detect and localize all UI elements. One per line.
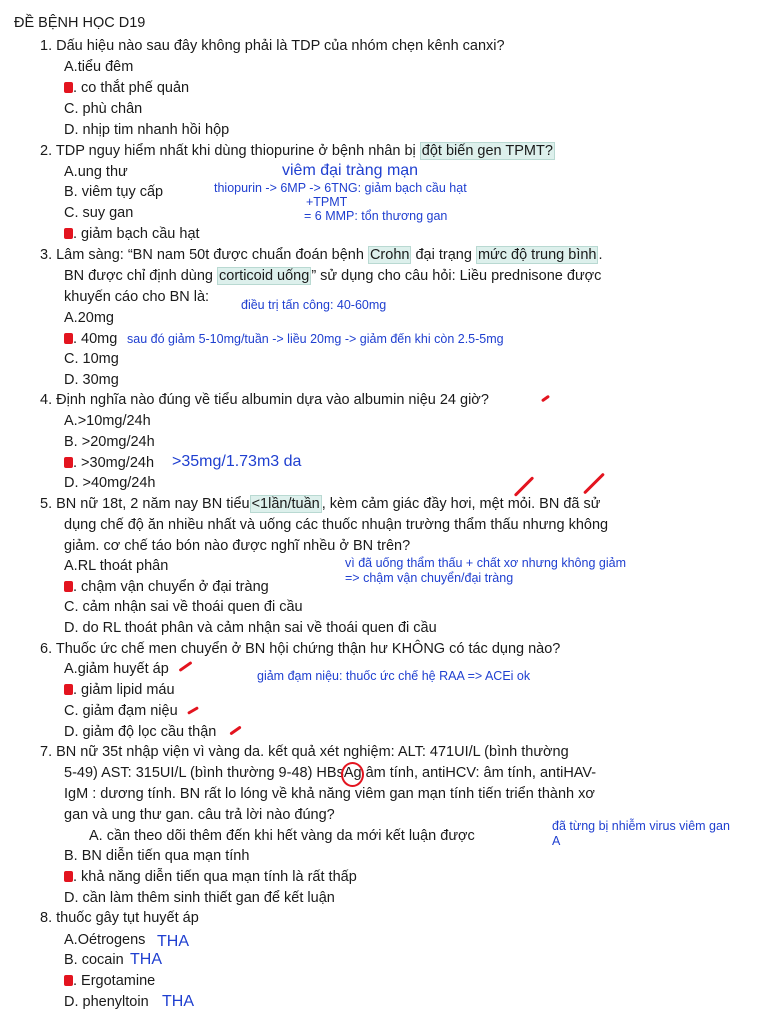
q6-note: giảm đạm niệu: thuốc ức chế hệ RAA => ACEi ok [257, 669, 531, 683]
page-title: ĐỀ BỆNH HỌC D19 [14, 15, 146, 31]
q1-option-c: C. phù chân [64, 101, 143, 117]
q6-option-a: A.giảm huyết áp [64, 661, 169, 677]
answer-marker [64, 581, 73, 592]
q5-option-a: A.RL thoát phân [64, 558, 169, 574]
q1-option-d: D. nhịp tim nhanh hồi hộp [64, 122, 230, 138]
q2-note-2: +TPMT [306, 195, 348, 209]
q3-option-c: C. 10mg [64, 351, 119, 367]
q5-option-d: D. do RL thoát phân và cảm nhận sai về thoái quen đi cầu [64, 620, 437, 636]
q3-note-1: điều trị tấn công: 40-60mg [241, 298, 387, 312]
q2-note-1: thiopurin -> 6MP -> 6TNG: giảm bạch cầu hạt [214, 181, 467, 195]
q8-note-b: THA [130, 951, 162, 968]
q7-line-4: gan và ung thư gan. câu trả lời nào đúng? [64, 807, 335, 823]
q1-option-a: A.tiểu đêm [64, 59, 134, 75]
q5-line-1: 5. BN nữ 18t, 2 năm nay BN tiểu <1lần/tuần , kèm cảm giác đầy hơi, mệt mỏi. BN đã sử [40, 496, 601, 512]
q1-stem: 1. Dấu hiệu nào sau đây không phải là TDP của nhóm chẹn kênh canxi? [40, 38, 505, 54]
answer-marker [64, 975, 73, 986]
q7-option-d: D. cần làm thêm sinh thiết gan để kết luận [64, 890, 335, 906]
check-mark [583, 473, 605, 495]
q4-option-b: B. >20mg/24h [64, 434, 155, 450]
q7-line-2: 5-49) AST: 315UI/L (bình thường 9-48) HBsAg âm tính, antiHCV: âm tính, antiHAV- [64, 764, 596, 782]
q7-option-c: . khả năng diễn tiến qua mạn tính là rất thấp [73, 869, 357, 885]
q2-option-a: A.ung thư [64, 164, 128, 180]
q2-note-big: viêm đại tràng mạn [282, 162, 419, 179]
q4-option-d: D. >40mg/24h [64, 475, 156, 491]
q5-option-b: . chậm vận chuyển ở đại tràng [73, 579, 269, 595]
answer-marker [64, 457, 73, 468]
q7-option-b: B. BN diễn tiến qua mạn tính [64, 848, 250, 864]
q3-note-2: sau đó giảm 5-10mg/tuần -> liều 20mg -> giảm đến khi còn 2.5-5mg [127, 332, 504, 346]
q8-note-d: THA [162, 993, 194, 1010]
check-mark [229, 726, 241, 736]
q5-line-3: giảm. cơ chế táo bón nào được nghĩ nhều ở BN trên? [64, 538, 411, 554]
q8-option-b: B. cocain [64, 952, 124, 968]
check-mark [541, 395, 550, 403]
q6-option-c: C. giảm đạm niệu [64, 703, 178, 719]
highlight: đột biến gen TPMT? [421, 143, 553, 159]
check-mark [178, 661, 192, 672]
q5-option-c: C. cảm nhận sai về thoái quen đi cầu [64, 599, 303, 615]
q2-stem: 2. TDP nguy hiểm nhất khi dùng thiopurine ở bệnh nhân bị đột biến gen TPMT? [40, 143, 553, 159]
q1-option-b: . co thắt phế quản [73, 80, 190, 96]
q3-option-d: D. 30mg [64, 372, 119, 388]
q7-note-2: A [552, 834, 561, 848]
q3-option-a: A.20mg [64, 310, 114, 326]
answer-marker [64, 333, 73, 344]
q8-option-c: . Ergotamine [73, 973, 156, 989]
q7-line-3: IgM : dương tính. BN rất lo lóng về khả năng viêm gan mạn tính tiến triển thành xơ [64, 786, 595, 802]
q7-line-1: 7. BN nữ 35t nhập viện vì vàng da. kết quả xét nghiệm: ALT: 471UI/L (bình thường [40, 744, 569, 760]
q3-line-2: BN được chỉ định dùng corticoid uống ” sử dụng cho câu hỏi: Liều prednisone được [64, 268, 602, 284]
q8-option-d: D. phenyltoin [64, 994, 149, 1010]
q8-note-a: THA [157, 933, 189, 950]
q4-option-c: . >30mg/24h [73, 455, 155, 471]
q5-note-2: => chậm vận chuyển/đại tràng [345, 571, 514, 585]
answer-marker [64, 228, 73, 239]
q3-option-b: . 40mg [73, 331, 118, 347]
check-mark [187, 706, 199, 715]
q2-option-b: B. viêm tụy cấp [64, 184, 164, 200]
q6-option-d: D. giảm độ lọc cầu thận [64, 724, 217, 740]
answer-marker [64, 684, 73, 695]
q5-line-2: dụng chế độ ăn nhiều nhất và uống các thuốc nhuận trường thẩm thấu nhưng không [64, 517, 609, 533]
q3-line-3: khuyến cáo cho BN là: [64, 289, 210, 305]
answer-marker [64, 82, 73, 93]
circle-mark [341, 762, 364, 787]
q6-option-b: . giảm lipid máu [73, 682, 175, 698]
q4-note: >35mg/1.73m3 da [172, 453, 302, 470]
q6-stem: 6. Thuốc ức chế men chuyển ở BN hội chứng thận hư KHÔNG có tác dụng nào? [40, 641, 561, 657]
q2-option-c: C. suy gan [64, 205, 134, 221]
q3-line-1: 3. Lâm sàng: “BN nam 50t được chuẩn đoán bệnh Crohn đại trạng mức độ trung bình . [40, 247, 603, 263]
q4-stem: 4. Định nghĩa nào đúng về tiểu albumin dựa vào albumin niệu 24 giờ? [40, 392, 489, 408]
q7-option-a: A. cần theo dõi thêm đến khi hết vàng da mới kết luận được [89, 828, 475, 844]
q2-note-3: = 6 MMP: tổn thương gan [304, 209, 448, 223]
q8-stem: 8. thuốc gây tụt huyết áp [40, 910, 199, 926]
check-mark [514, 476, 535, 497]
q8-option-a: A.Oétrogens [64, 932, 146, 948]
q2-option-d: . giảm bạch cầu hạt [73, 226, 200, 242]
q5-note-1: vì đã uống thẩm thấu + chất xơ nhưng không giảm [345, 556, 626, 570]
q7-note-1: đã từng bị nhiễm virus viêm gan [552, 819, 730, 833]
answer-marker [64, 871, 73, 882]
q4-option-a: A.>10mg/24h [64, 413, 151, 429]
